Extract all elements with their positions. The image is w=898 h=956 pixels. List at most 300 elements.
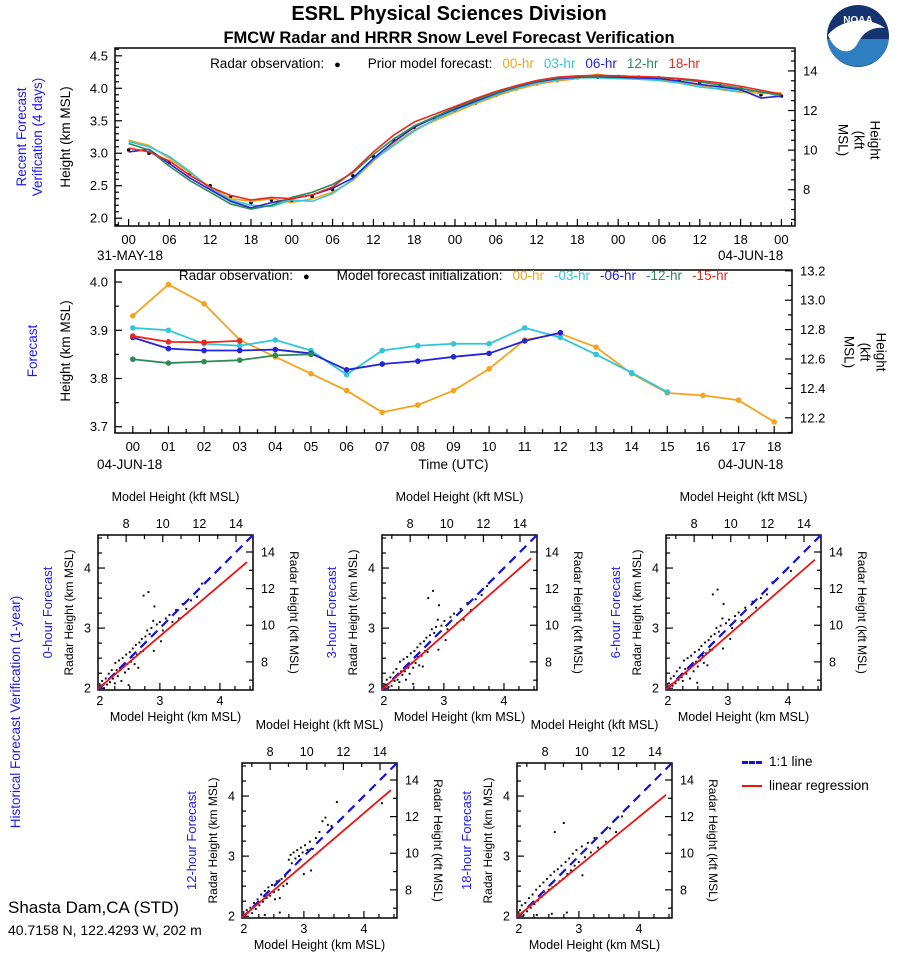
data-point <box>291 862 293 864</box>
legend-item-03hr: -03-hr <box>554 268 591 283</box>
data-point <box>708 639 710 641</box>
tick-label: 3.8 <box>89 371 108 387</box>
tick-label: 12 <box>680 810 694 825</box>
tick-label: 14 <box>829 545 843 560</box>
data-point <box>524 902 526 904</box>
data-point <box>418 664 420 666</box>
scatter-side-label: 12-hour Forecast <box>184 791 199 890</box>
ylabel-right: Radar Height (kft MSL) <box>571 551 585 674</box>
data-point <box>251 912 253 914</box>
data-point <box>105 678 107 680</box>
data-point <box>438 604 440 606</box>
xlabel-top: Model Height (kft MSL) <box>111 490 240 504</box>
data-point <box>714 633 716 635</box>
tick-label: 4 <box>216 694 224 708</box>
data-point <box>563 822 565 824</box>
tick-label: 3 <box>300 922 308 936</box>
xlabel-bottom: Model Height (km MSL) <box>253 938 386 952</box>
tick-label: 3 <box>440 694 448 708</box>
tick-label: 4 <box>784 694 792 708</box>
tick-label: 2 <box>503 909 510 924</box>
data-point <box>682 680 684 682</box>
marker--12-hr <box>308 352 314 358</box>
data-point <box>684 668 686 670</box>
data-point <box>738 612 740 614</box>
tick-label: 8 <box>545 655 552 670</box>
data-point <box>286 883 288 885</box>
tick-label: 12 <box>405 810 419 825</box>
data-point <box>581 874 583 876</box>
regression-line <box>98 562 247 689</box>
data-point <box>446 628 448 630</box>
data-point <box>668 682 670 684</box>
data-point <box>327 824 329 826</box>
marker--12-hr <box>166 360 172 366</box>
data-point <box>673 675 675 677</box>
tick-label: 15 <box>660 439 675 454</box>
xlabel-top: Model Height (kft MSL) <box>255 718 384 732</box>
marker--06-hr <box>486 351 492 357</box>
data-point <box>394 680 396 682</box>
tick-label: 10 <box>155 517 170 531</box>
data-point <box>325 817 327 819</box>
tick-label: 4.0 <box>89 274 108 290</box>
data-point <box>475 598 477 600</box>
one-to-one-line <box>382 535 537 690</box>
plot-frame <box>115 48 795 226</box>
data-point <box>422 666 424 668</box>
section-label-recent: Recent Forecast Verification (4 days) <box>13 77 45 197</box>
data-point <box>710 636 712 638</box>
marker-00-hr <box>379 409 385 415</box>
data-point <box>578 861 580 863</box>
data-point <box>526 910 528 912</box>
data-point <box>168 614 170 616</box>
tick-label: 12.4 <box>800 380 826 396</box>
tick-label: 14 <box>624 439 639 454</box>
data-point <box>260 894 262 896</box>
data-point <box>128 684 130 686</box>
tick-label: 08 <box>410 439 426 454</box>
marker--03-hr <box>451 341 457 347</box>
tick-label: 18 <box>766 439 782 454</box>
tick-label: 14 <box>513 517 527 531</box>
data-point <box>271 884 273 886</box>
data-point <box>101 680 103 682</box>
tick-label: 3.0 <box>89 145 108 161</box>
data-point <box>132 648 134 650</box>
tick-label: 14 <box>261 545 275 560</box>
one-to-one-line <box>98 535 253 690</box>
data-point <box>249 907 251 909</box>
tick-label: 14 <box>229 517 243 531</box>
data-point <box>431 628 433 630</box>
tick-label: 00 <box>125 439 141 454</box>
scatter-legend-row <box>742 750 869 774</box>
marker--12-hr <box>130 356 136 362</box>
tick-label: 12.6 <box>800 351 826 367</box>
tick-label: 18 <box>570 232 585 247</box>
data-point <box>741 620 743 622</box>
data-point <box>715 627 717 629</box>
data-point <box>122 657 124 659</box>
tick-label: 07 <box>375 439 390 454</box>
scatter-6-hour <box>608 489 871 726</box>
data-point <box>723 603 725 605</box>
tick-label: 02 <box>196 439 212 454</box>
data-point <box>290 854 292 856</box>
ylabel-right: Radar Height (kft MSL) <box>706 779 720 902</box>
p1-legend <box>115 56 795 71</box>
series-12-hr <box>129 76 782 209</box>
data-point <box>279 897 281 899</box>
data-point <box>150 627 152 629</box>
data-point <box>693 670 695 672</box>
tick-label: 2 <box>228 909 235 924</box>
radar-dot-icon: ● <box>334 59 341 71</box>
one-to-one-line <box>242 763 397 918</box>
tick-label: 12 <box>803 103 818 119</box>
tick-label: 10 <box>680 846 694 861</box>
data-point <box>160 640 162 642</box>
p1-start-date: 31-MAY-18 <box>97 248 164 263</box>
data-point <box>267 886 269 888</box>
data-point <box>381 802 383 804</box>
tick-label: 3 <box>503 849 510 864</box>
data-point <box>412 667 414 669</box>
data-point <box>106 684 108 686</box>
tick-label: 12 <box>336 745 351 759</box>
tick-label: 17 <box>731 439 746 454</box>
tick-label: 12 <box>829 582 843 597</box>
tick-label: 8 <box>266 745 274 759</box>
tick-label: 06 <box>651 232 667 247</box>
scatter-side-label: 0-hour Forecast <box>40 566 55 659</box>
tick-label: 2 <box>652 681 659 696</box>
marker--03-hr <box>486 341 492 347</box>
tick-label: 12 <box>476 517 491 531</box>
tick-label: 10 <box>723 517 738 531</box>
marker--15-hr <box>166 339 172 345</box>
legend-prefix: Radar observation: <box>210 56 325 71</box>
ylabel-left: Radar Height (km MSL) <box>481 777 495 904</box>
data-point <box>114 662 116 664</box>
xlabel-bottom: Model Height (km MSL) <box>393 710 526 724</box>
marker-00-hr <box>771 419 777 425</box>
tick-label: 12 <box>545 582 559 597</box>
data-point <box>114 682 116 684</box>
tick-label: 8 <box>690 517 698 531</box>
marker--03-hr <box>522 325 528 331</box>
data-point <box>704 642 706 644</box>
marker--06-hr <box>379 361 385 367</box>
data-point <box>550 874 552 876</box>
data-point <box>419 643 421 645</box>
data-point <box>415 662 417 664</box>
xlabel-top: Model Height (kft MSL) <box>530 718 659 732</box>
data-point <box>196 596 198 598</box>
section-label-historical: Historical Forecast Verification (1-year) <box>7 595 23 829</box>
data-point <box>440 625 442 627</box>
data-point <box>523 914 525 916</box>
data-point <box>790 570 792 572</box>
data-point <box>279 912 281 914</box>
tick-label: 2.5 <box>89 178 108 194</box>
tick-label: 10 <box>545 618 559 633</box>
tick-label: 12 <box>261 582 275 597</box>
regression-line <box>517 795 666 917</box>
data-point <box>310 870 312 872</box>
one-to-one-line <box>517 763 672 918</box>
tick-label: 3 <box>368 621 375 636</box>
data-point <box>118 660 120 662</box>
data-point <box>288 859 290 861</box>
data-point <box>129 651 131 653</box>
marker-00-hr <box>344 388 350 394</box>
regression-line <box>666 560 815 690</box>
regression-line <box>242 790 391 917</box>
tick-label: 00 <box>774 232 789 247</box>
p2-ylabel-left: Height (km MSL) <box>57 300 73 402</box>
tick-label: 10 <box>439 517 454 531</box>
data-point <box>149 633 151 635</box>
legend-item-06hr: 06-hr <box>585 56 617 71</box>
tick-label: 4 <box>500 694 508 708</box>
data-point <box>255 908 257 910</box>
tick-label: 10 <box>405 846 419 861</box>
tick-label: 06 <box>325 232 340 247</box>
marker--15-hr <box>130 333 136 339</box>
data-point <box>728 619 730 621</box>
data-point <box>703 662 705 664</box>
marker--06-hr <box>451 354 457 360</box>
data-point <box>449 616 451 618</box>
tick-label: 05 <box>303 439 319 454</box>
tick-label: 10 <box>481 439 497 454</box>
data-point <box>697 666 699 668</box>
data-point <box>111 669 113 671</box>
data-point <box>103 687 105 689</box>
data-point <box>443 620 445 622</box>
series-03-hr <box>129 78 782 207</box>
tick-label: 4.5 <box>89 48 108 64</box>
data-point <box>135 644 137 646</box>
tick-label: 00 <box>610 232 626 247</box>
data-point <box>519 909 521 911</box>
noaa-logo-text: NOAA <box>843 15 873 26</box>
data-point <box>433 632 435 634</box>
data-point <box>557 868 559 870</box>
tick-label: 14 <box>797 517 811 531</box>
data-point <box>615 831 617 833</box>
marker--03-hr <box>344 372 350 378</box>
xlabel-top: Model Height (kft MSL) <box>679 490 808 504</box>
data-point <box>257 898 259 900</box>
marker--03-hr <box>273 337 279 343</box>
station-coords: 40.7158 N, 122.4293 W, 202 m <box>8 922 202 938</box>
p1-ylabel-left: Height (km MSL) <box>57 86 73 188</box>
data-point <box>128 668 130 670</box>
one-to-one-line <box>666 535 821 690</box>
data-point <box>539 885 541 887</box>
tick-label: 16 <box>695 439 711 454</box>
tick-label: 00 <box>284 232 300 247</box>
p1-ylabel-right: Height (kft MSL) <box>834 120 883 160</box>
data-point <box>536 914 538 916</box>
tick-label: 14 <box>545 545 559 560</box>
data-point <box>542 882 544 884</box>
data-point <box>388 686 390 688</box>
legend-item-12hr: 12-hr <box>626 56 659 71</box>
p2-legend <box>115 268 792 283</box>
marker--15-hr <box>201 340 207 346</box>
data-point <box>700 645 702 647</box>
data-point <box>315 837 317 839</box>
tick-label: 3 <box>575 922 583 936</box>
data-point <box>391 685 393 687</box>
series--03-hr <box>133 328 667 392</box>
data-point <box>403 658 405 660</box>
data-point <box>565 861 567 863</box>
tick-label: 8 <box>829 655 836 670</box>
data-point <box>670 678 672 680</box>
tick-label: 12.2 <box>800 410 826 426</box>
data-point <box>725 622 727 624</box>
data-point <box>553 871 555 873</box>
tick-label: 8 <box>122 517 130 531</box>
marker-00-hr <box>700 393 706 399</box>
marker--03-hr <box>664 389 670 395</box>
data-point <box>120 680 122 682</box>
data-point <box>694 651 696 653</box>
data-point <box>134 663 136 665</box>
data-point <box>721 618 723 620</box>
data-point <box>689 678 691 680</box>
tick-label: 4 <box>635 922 643 936</box>
data-point <box>423 640 425 642</box>
tick-label: 2 <box>368 681 375 696</box>
tick-label: 2 <box>380 694 388 708</box>
marker--06-hr <box>166 346 172 352</box>
data-point <box>427 651 429 653</box>
data-point <box>281 878 283 880</box>
data-point <box>551 913 553 915</box>
data-point <box>698 649 700 651</box>
data-point <box>683 660 685 662</box>
data-point <box>690 655 692 657</box>
data-point <box>425 637 427 639</box>
tick-label: 14 <box>648 745 662 759</box>
data-point <box>712 593 714 595</box>
data-point <box>397 679 399 681</box>
data-point <box>399 661 401 663</box>
data-point <box>302 852 304 854</box>
data-point <box>143 595 145 597</box>
legend-item-15hr: -15-hr <box>692 268 729 283</box>
data-point <box>546 878 548 880</box>
radar-dot-icon: ● <box>303 271 310 283</box>
tick-label: 12 <box>692 232 708 247</box>
p2-ylabel-right: Height (kft MSL) <box>840 332 889 372</box>
data-point <box>528 897 530 899</box>
tick-label: 8 <box>261 655 268 670</box>
data-point <box>298 855 300 857</box>
ylabel-left: Radar Height (km MSL) <box>630 549 644 676</box>
data-point <box>116 669 118 671</box>
data-point <box>766 593 768 595</box>
marker--15-hr <box>237 338 243 344</box>
data-point <box>253 902 255 904</box>
tick-label: 00 <box>447 232 463 247</box>
marker--03-hr <box>415 343 421 349</box>
tick-label: 2.0 <box>89 210 108 226</box>
data-point <box>264 914 266 916</box>
tick-label: 2 <box>240 922 248 936</box>
tick-label: 4 <box>503 789 510 804</box>
data-point <box>141 638 143 640</box>
tick-label: 10 <box>829 618 843 633</box>
scatter-legend-label: 1:1 line <box>769 754 813 769</box>
tick-label: 3 <box>84 621 91 636</box>
tick-label: 13 <box>588 439 604 454</box>
data-point <box>760 597 762 599</box>
scatter-legend-label: linear regression <box>769 778 869 793</box>
legend-mid: Prior model forecast: <box>367 56 493 71</box>
tick-label: 10 <box>299 745 314 759</box>
marker--12-hr <box>237 357 243 363</box>
p1-end-date: 04-JUN-18 <box>718 248 784 263</box>
tick-label: 3.9 <box>89 322 108 338</box>
solid-line-icon <box>742 785 762 787</box>
data-point <box>566 912 568 914</box>
data-point <box>521 904 523 906</box>
data-point <box>560 865 562 867</box>
data-point <box>293 852 295 854</box>
legend-item-00hr: 00-hr <box>502 56 534 71</box>
xlabel-bottom: Model Height (km MSL) <box>677 710 810 724</box>
data-point <box>319 831 321 833</box>
data-point <box>453 613 455 615</box>
series-18-hr <box>129 75 782 200</box>
marker--06-hr <box>237 348 243 354</box>
scatter-0-hour <box>40 489 303 726</box>
marker--06-hr <box>273 347 279 353</box>
data-point <box>124 672 126 674</box>
tick-label: 04 <box>268 439 283 454</box>
tick-label: 12 <box>202 232 218 247</box>
tick-label: 2 <box>664 694 672 708</box>
scatter-3-hour <box>324 489 587 726</box>
tick-label: 18 <box>733 232 748 247</box>
data-point <box>437 619 439 621</box>
legend-mid: Model forecast initialization: <box>336 268 503 283</box>
data-point <box>410 652 412 654</box>
tick-label: 10 <box>574 745 589 759</box>
tick-label: 3 <box>228 849 235 864</box>
data-point <box>731 627 733 629</box>
data-point <box>597 847 599 849</box>
marker-00-hr <box>593 344 599 350</box>
ylabel-left: Radar Height (km MSL) <box>206 777 220 904</box>
series-00-hr <box>133 284 774 421</box>
p2-start-date: 04-JUN-18 <box>97 457 163 472</box>
data-point <box>389 676 391 678</box>
data-point <box>405 679 407 681</box>
tick-label: 06 <box>339 439 354 454</box>
series-00-hr <box>129 74 782 203</box>
data-point <box>445 639 447 641</box>
data-point <box>322 820 324 822</box>
